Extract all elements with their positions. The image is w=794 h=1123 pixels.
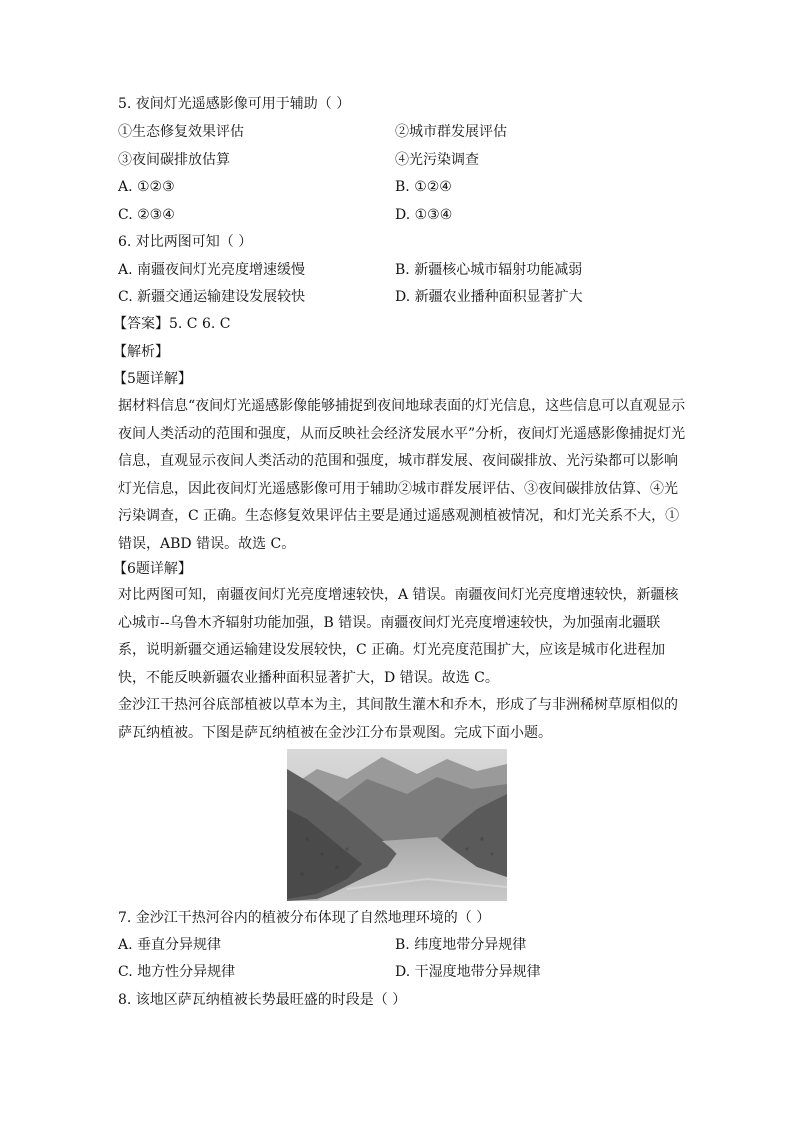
q6-detail-text: 对比两图可知，南疆夜间灯光亮度增速较快，A 错误。南疆夜间灯光亮度增速较快，新疆核心城市--乌鲁木齐辐射功能加强，B 错误。南疆夜间灯光亮度增速较快，为加强南北疆联系，说明新疆交通运输建设发展较快，C 正确。灯光亮度范围扩大，应该是城市化进程加快，不能反映新疆农业播种面积显著扩大，D 错误。故选 C。 (118, 587, 679, 686)
q5-stem: 5. 夜间灯光遥感影像可用于辅助（ ） (118, 96, 351, 112)
q6-option-c: C. 新疆交通运输建设发展较快 (118, 289, 306, 305)
q5-option-a: A. ①②③ (118, 179, 175, 195)
q5-option-d: D. ①③④ (395, 207, 453, 223)
q6-stem: 6. 对比两图可知（ ） (118, 234, 253, 250)
q7-stem: 7. 金沙江干热河谷内的植被分布体现了自然地理环境的（ ） (118, 910, 491, 926)
q8-stem: 8. 该地区萨瓦纳植被长势最旺盛的时段是（ ） (118, 992, 407, 1008)
q5-item-1: ①生态修复效果评估 (118, 124, 244, 140)
q6-option-b: B. 新疆核心城市辐射功能减弱 (395, 262, 583, 278)
jinsha-river-valley-photo (287, 749, 507, 901)
q5-detail-label: 【5题详解】 (113, 371, 192, 387)
q7-option-d: D. 干湿度地带分异规律 (395, 964, 541, 980)
q5-item-4: ④光污染调查 (395, 152, 479, 168)
q5-option-b: B. ①②④ (395, 179, 452, 195)
q6-option-d: D. 新疆农业播种面积显著扩大 (395, 289, 583, 305)
analysis-label: 【解析】 (113, 344, 169, 360)
q7-option-c: C. 地方性分异规律 (118, 964, 236, 980)
answer-line: 【答案】5. C 6. C (113, 316, 231, 332)
q6-option-a: A. 南疆夜间灯光亮度增速缓慢 (118, 262, 306, 278)
q7-option-a: A. 垂直分异规律 (118, 937, 222, 953)
q5-detail-text: 据材料信息“夜间灯光遥感影像能够捕捉到夜间地球表面的灯光信息，这些信息可以直观显示夜间人类活动的范围和强度，从而反映社会经济发展水平”分析，夜间灯光遥感影像捕捉灯光信息，直观显示夜间人类活动的范围和强度，城市群发展、夜间碳排放、光污染都可以影响灯光信息，因此夜间灯光遥感影像可用于辅助②城市群发展评估、③夜间碳排放估算、④光污染调查，C 正确。生态修复效果评估主要是通过遥感观测植被情况，和灯光关系不大，①错误，ABD 错误。故选 C。 (118, 398, 686, 552)
q5-item-3: ③夜间碳排放估算 (118, 152, 230, 168)
q5-item-2: ②城市群发展评估 (395, 124, 507, 140)
q7-option-b: B. 纬度地带分异规律 (395, 937, 527, 953)
q6-detail-label: 【6题详解】 (113, 561, 192, 577)
material-text: 金沙江干热河谷底部植被以草本为主，其间散生灌木和乔木，形成了与非洲稀树草原相似的萨瓦纳植被。下图是萨瓦纳植被在金沙江分布景观图。完成下面小题。 (118, 697, 678, 741)
q5-option-c: C. ②③④ (118, 207, 175, 223)
